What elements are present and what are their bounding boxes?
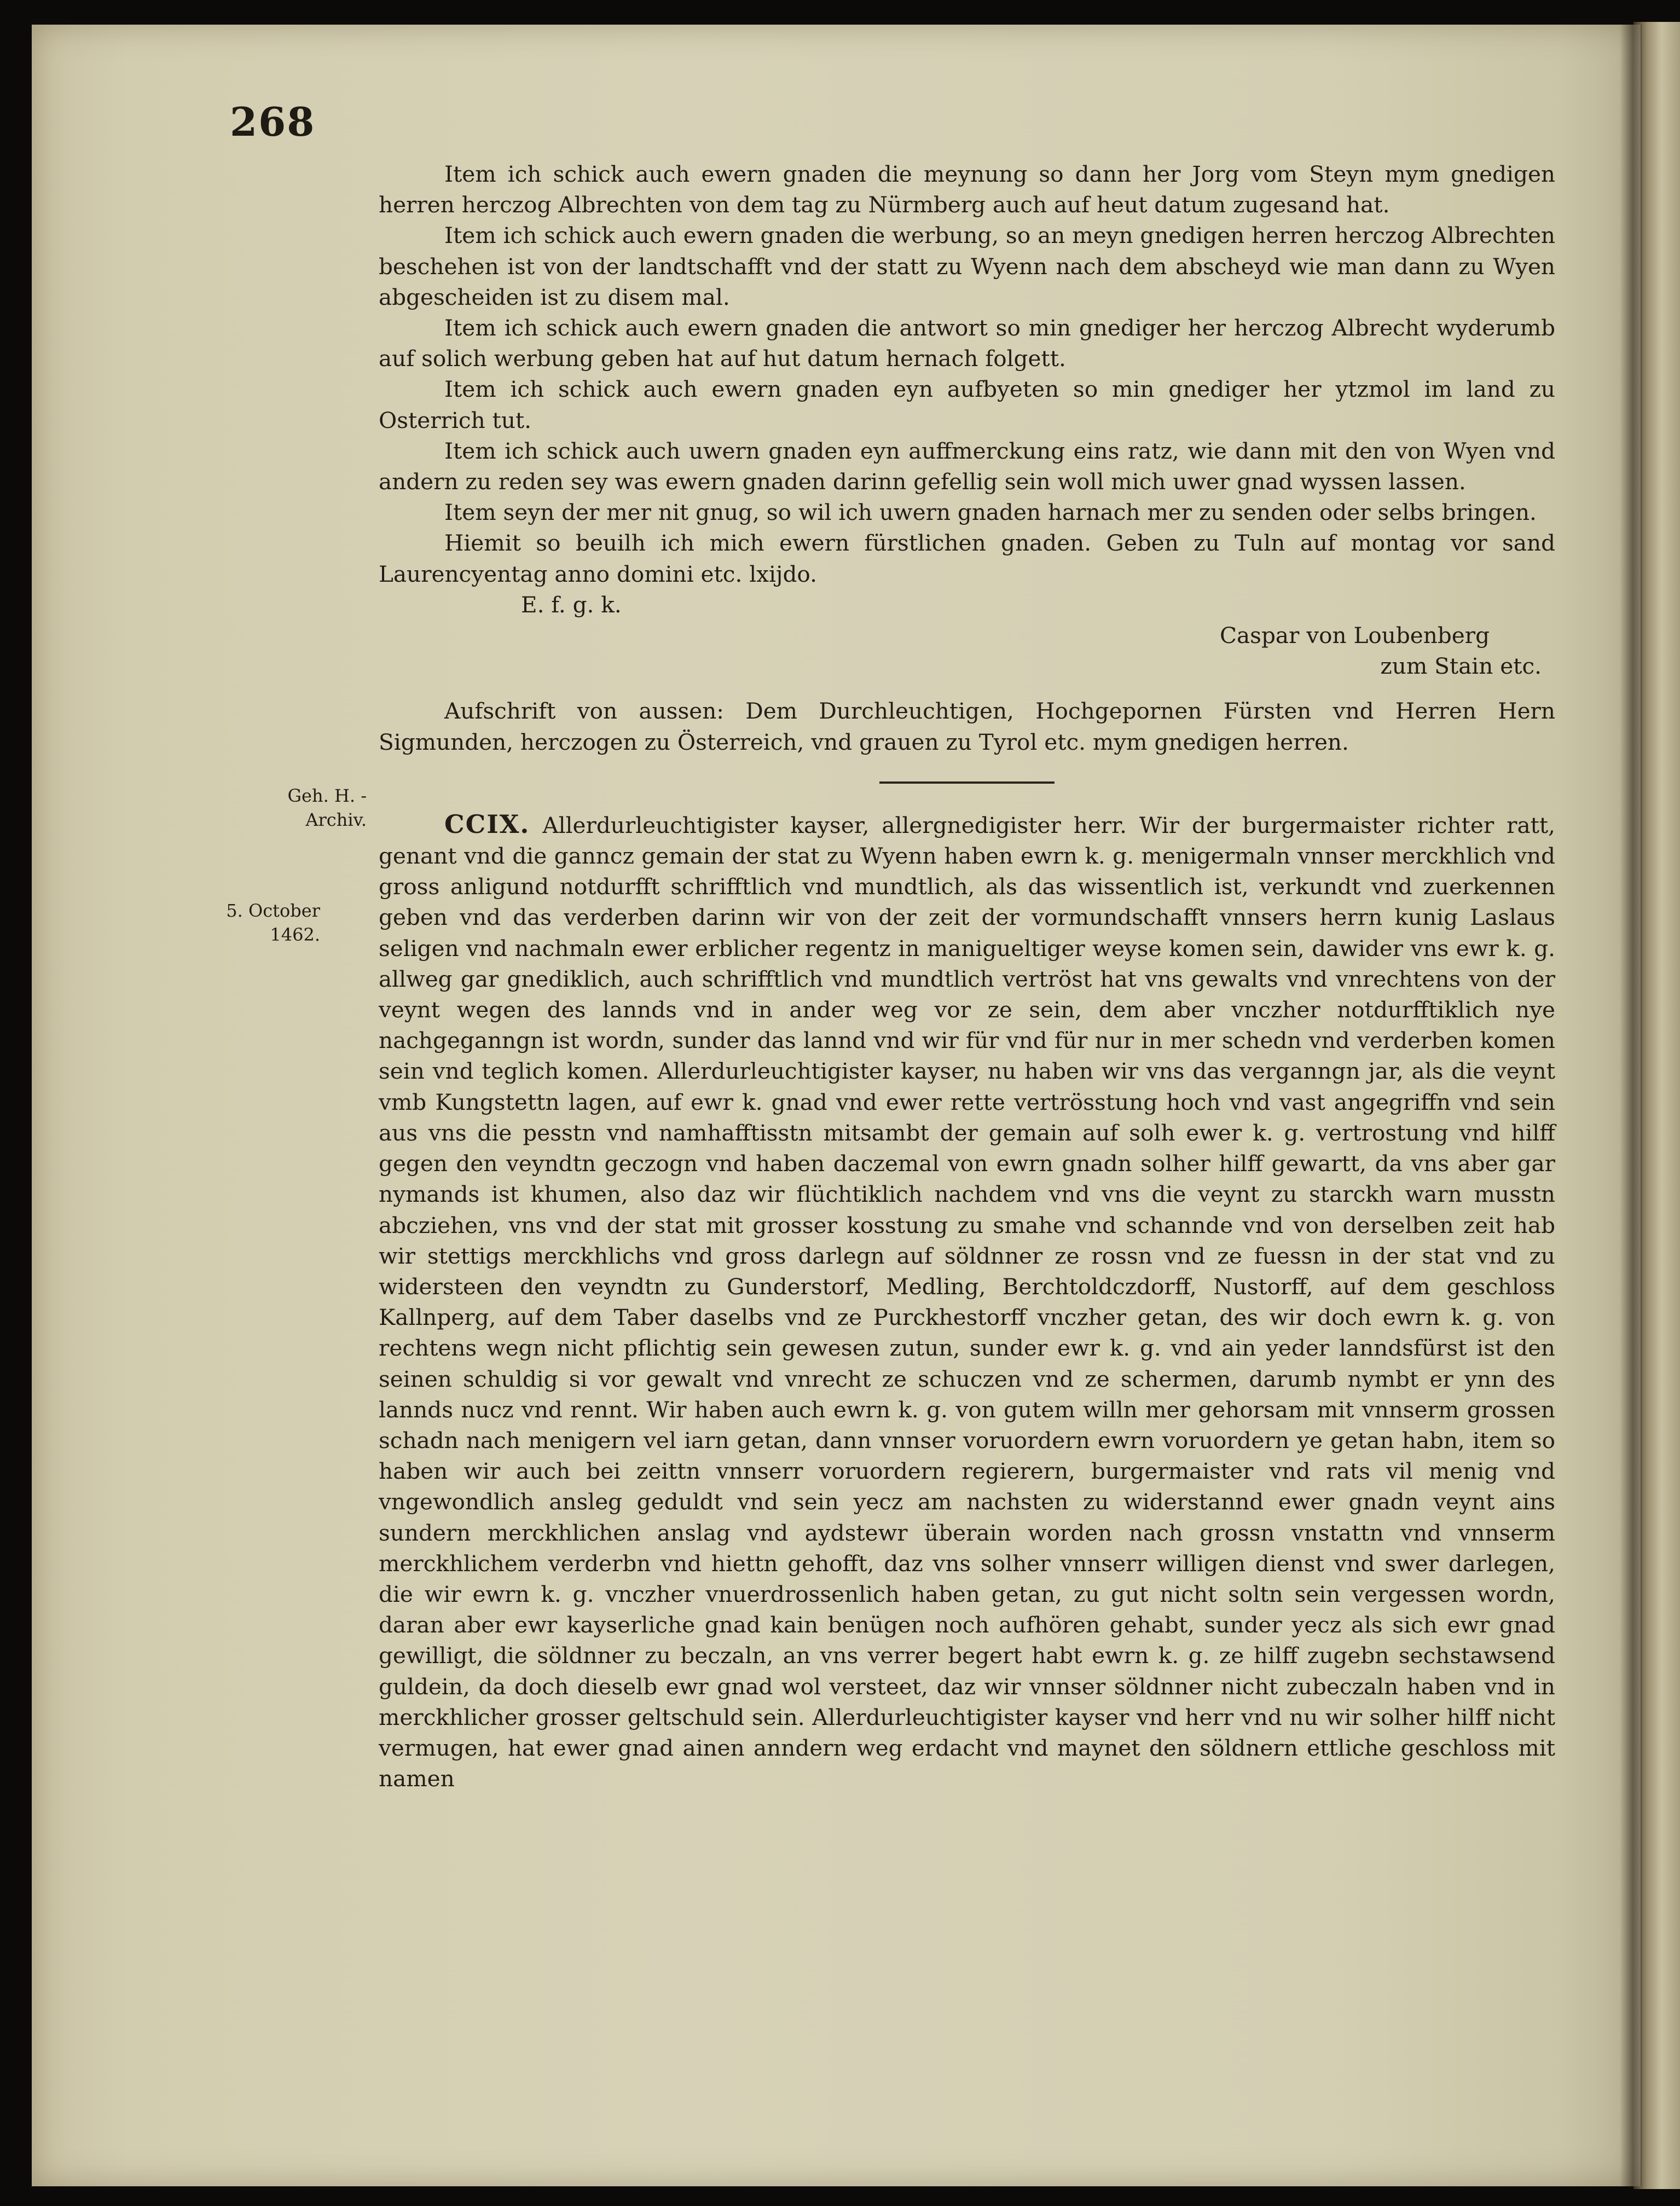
book-gutter-shadow (1620, 25, 1642, 2186)
signature-name: Caspar von Loubenberg (1220, 622, 1490, 649)
main-text (379, 159, 1555, 1794)
paragraph: Item ich schick auch ewern gnaden die werbung, so an meyn gnedigen herren herczog Albrechten beschehen ist von der landtschafft vnd der statt zu Wyenn nach dem abscheyd wie man dann zu Wyen abgescheiden ist zu disem mal. (379, 222, 1555, 310)
document-text: Allerdurleuchtigister kayser, allergnedigister herr. Wir der burgermaister richter ratt, genant vnd die ganncz gemain der stat zu Wyenn haben ewrn k. g. menigermaln vnnser merckhlich vnd gross anligund notdurfft schrifftlich vnd mundtlich, als das wissentlich ist, verkundt vnd zuerkennen geben vnd das verderben darinn wir von der zeit der vormundschafft vnnsers herrn kunig Laslaus seligen vnd nachmaln ewer erblicher regentz in manigueltiger weyse komen sein, dawider vns ewr k. g. allweg gar gnediklich, auch schrifftlich vnd mundtlich vertröst hat vns gewalts vnd vnrechtens von der veynt wegen des lannds vnd in ander weg vor ze sein, dem aber vnczher notdurfftiklich nye nachgeganngn ist wordn, sunder das lannd vnd wir für vnd für nur in mer schedn vnd verderben komen sein vnd teglich komen. Allerdurleuchtigister kayser, nu haben wir vns das verganngn jar, als die veynt vmb Kungstettn lagen, auf ewr k. gnad vnd ewer rette vertrösstung hoch vnd vast angegriffn vnd sein aus vns die pesstn vnd namhafftisstn mitsambt der gemain auf solh ewer k. g. vertrostung vnd hilff gegen den veyndtn geczogn vnd haben daczemal von ewrn gnadn solher hilff gewartt, da vns aber gar nymands ist khumen, also daz wir flüchtiklich nachdem vnd vns die veynt zu starckh warn musstn abcziehen, vns vnd der stat mit grosser kosstung zu smahe vnd schannde vnd von derselben zeit hab wir stettigs merckhlichs vnd gross darlegn auf söldnner ze rossn vnd ze fuessn in der stat vnd zu widersteen den veyndtn zu Gunderstorf, Medling, Berchtoldczdorff, Nustorff, auf dem geschloss Kallnperg, auf dem Taber daselbs vnd ze Purckhestorff vnczher getan, des wir doch ewrn k. g. von rechtens wegn nicht pflichtig sein gewesen zutun, sunder ewr k. g. vnd ain yeder lanndsfürst ist den seinen schuldig si vor gewalt vnd vnrecht ze schuczen vnd ze schermen, darumb nymbt er ynn des lannds nucz vnd rennt. Wir haben auch ewrn k. g. von gutem willn mer gehorsam mit vnnserm grossen schadn nach menigern vel iarn getan, dann vnnser voruordern ewrn voruordern ye getan habn, item so haben wir auch bei zeittn vnnserr voruordern regierern, burgermaister vnd rats vil menig vnd vngewondlich ansleg geduldt vnd sein yecz am nachsten zu widerstannd ewer gnadn veynt ains sundern merckhlichen anslag vnd aydstewr überain worden nach grossn vnstattn vnd vnnserm merckhlichem verderbn vnd hiettn gehofft, daz vns solher vnnserr willigen dienst vnd swer darlegen, die wir ewrn k. g. vnczher vnuerdrossenlich haben getan, zu gut nicht soltn sein vergessen wordn, daran aber ewr kayserliche gnad kain benügen noch aufhören gehabt, sunder yecz als sich ewr gnad gewilligt, die söldnner zu beczaln, an vns verrer begert habt ewrn k. g. ze hilff zugebn sechstawsend guldein, da doch dieselb ewr gnad wol versteet, daz wir vnnser söldnner nicht zubeczaln haben vnd in merckhlicher grosser geltschuld sein. Allerdurleuchtigister kayser vnd herr vnd nu wir solher hilff nicht vermugen, hat ewer gnad ainen anndern weg erdacht vnd maynet den söldnern ettliche geschloss mit namen (379, 812, 1556, 1792)
paragraph: Item ich schick auch ewern gnaden die antwort so min gnediger her herczog Albrecht wyderumb auf solich werbung geben hat auf hut datum hernach folgett. (379, 315, 1555, 372)
signature-title: zum Stain etc. (1380, 653, 1542, 680)
section-divider (879, 781, 1055, 784)
paragraph: Hiemit so beuilh ich mich ewern fürstlichen gnaden. Geben zu Tuln auf montag vor sand Laurencyentag anno domini etc. lxijdo. (379, 530, 1555, 587)
paragraph: Item seyn der mer nit gnug, so wil ich uwern gnaden harnach mer zu senden oder selbs bringen. (444, 499, 1537, 526)
paragraph: Item ich schick auch uwern gnaden eyn auffmerckung eins ratz, wie dann mit den von Wyen vnd andern zu reden sey was ewern gnaden darinn gefellig sein woll mich uwer gnad wyssen lassen. (379, 437, 1555, 495)
signature (379, 620, 1555, 681)
margin-date-day: 5. October (226, 900, 320, 921)
page-number: 268 (230, 99, 316, 145)
margin-date-year: 1462. (270, 924, 320, 945)
closing-formula: E. f. g. k. (521, 591, 622, 618)
document-paragraph (379, 809, 1555, 1794)
margin-date-note (222, 899, 320, 947)
paragraph: Item ich schick auch ewern gnaden die meynung so dann her Jorg vom Steyn mym gnedigen herren herczog Albrechten von dem tag zu Nürmberg auch auf heut datum zugesand hat. (379, 161, 1555, 218)
document-number: CCIX. (444, 809, 530, 839)
margin-source-note: Geh. H. - Archiv. (287, 785, 367, 830)
paragraph: Item ich schick auch ewern gnaden eyn aufbyeten so min gnediger her ytzmol im land zu Osterrich tut. (379, 376, 1555, 433)
address-paragraph: Aufschrift von aussen: Dem Durchleuchtigen, Hochgepornen Fürsten vnd Herren Hern Sigmunden, herczogen zu Österreich, vnd grauen zu Tyrol etc. mym gnedigen herren. (379, 698, 1555, 755)
